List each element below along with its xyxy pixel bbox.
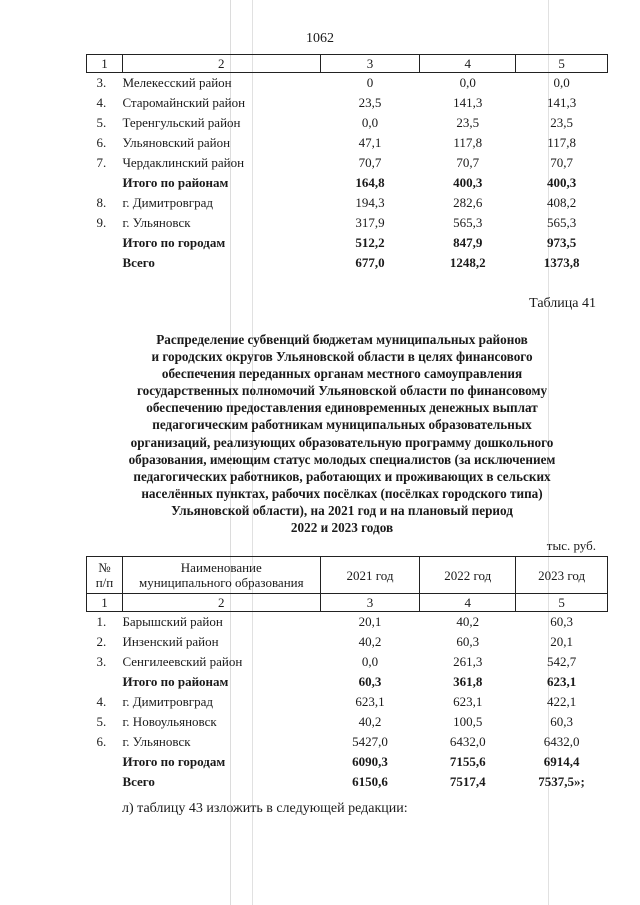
- row-number: [87, 233, 123, 253]
- unit-label: тыс. руб.: [546, 538, 596, 553]
- row-number: 5.: [96, 714, 107, 729]
- row-value: 0,0: [553, 75, 570, 90]
- row-value: 847,9: [453, 235, 483, 250]
- row-value: 623,1: [453, 694, 483, 709]
- header-cell: 2: [122, 55, 320, 73]
- row-value: 7517,4: [449, 774, 486, 789]
- row-value: 0,0: [459, 75, 476, 90]
- row-name: Итого по районам: [122, 674, 229, 689]
- table-row: [87, 652, 608, 672]
- row-name: г. Ульяновск: [122, 734, 191, 749]
- row-name: г. Димитровград: [122, 195, 214, 210]
- title-line: педагогическим работникам муниципальных образовательных: [152, 417, 532, 433]
- table-row: [87, 193, 608, 213]
- row-value: 47,1: [358, 135, 382, 150]
- row-name: Всего: [122, 255, 155, 270]
- row-value: 100,5: [453, 714, 483, 729]
- header-cell: 4: [420, 55, 516, 73]
- header-cell: 3: [320, 594, 420, 612]
- row-value: 6432,0: [449, 734, 486, 749]
- row-value: 20,1: [550, 634, 573, 649]
- row-number: 9.: [96, 215, 107, 230]
- row-name: Итого по городам: [122, 754, 226, 769]
- table-index-row: [87, 55, 608, 73]
- row-value: 164,8: [355, 175, 385, 190]
- row-value: 361,8: [453, 674, 483, 689]
- row-number: 8.: [96, 195, 107, 210]
- row-value: 60,3: [358, 674, 382, 689]
- header-cell: 5: [516, 55, 608, 73]
- row-number: 7.: [96, 155, 107, 170]
- row-name: Чердаклинский район: [122, 155, 245, 170]
- table-row: [87, 253, 608, 273]
- row-value: 512,2: [355, 235, 385, 250]
- row-value: 0: [366, 75, 374, 90]
- row-number: 6.: [96, 135, 107, 150]
- table-row: [87, 612, 608, 633]
- row-number: 3.: [96, 75, 107, 90]
- row-value: 282,6: [453, 195, 483, 210]
- table-row: [87, 93, 608, 113]
- table-body: [87, 557, 608, 793]
- row-value: 141,3: [453, 95, 483, 110]
- row-number: [87, 672, 123, 692]
- row-value: 6914,4: [543, 754, 580, 769]
- title-line: обеспечения переданных органам местного самоуправления: [161, 366, 523, 382]
- header-cell: 2: [122, 594, 320, 612]
- table-row: [87, 153, 608, 173]
- row-number: [87, 253, 123, 273]
- subsidy-table-bottom: [86, 556, 608, 792]
- row-name: Итого по районам: [122, 175, 229, 190]
- header-cell: 4: [420, 594, 516, 612]
- header-cell: 1: [87, 55, 123, 73]
- title-line: и городских округов Ульяновской области в целях финансового: [151, 349, 533, 365]
- row-name: Барышский район: [122, 614, 223, 629]
- row-value: 194,3: [355, 195, 385, 210]
- title-line: Ульяновской области), на 2021 год и на плановый период: [171, 502, 513, 518]
- row-value: 0,0: [361, 115, 379, 130]
- row-value: 40,2: [456, 614, 480, 629]
- row-name: Старомайнский район: [122, 95, 246, 110]
- row-name: Ульяновский район: [122, 135, 231, 150]
- title-line: организаций, реализующих образовательную программу дошкольного: [130, 434, 554, 450]
- row-value: 141,3: [546, 95, 577, 110]
- table-row: [87, 133, 608, 153]
- row-name: г. Новоульяновск: [122, 714, 217, 729]
- row-value: 408,2: [546, 195, 577, 210]
- title-line: 2022 и 2023 годов: [290, 520, 394, 536]
- row-value: 60,3: [456, 634, 480, 649]
- row-value: 23,5: [550, 115, 573, 130]
- title-line: обеспечению предоставления единовременных денежных выплат: [146, 400, 538, 416]
- row-number: [87, 173, 123, 193]
- title-line: педагогических работников, работающих и проживающих в сельских: [133, 468, 551, 484]
- row-value: 973,5: [546, 235, 577, 250]
- row-name: Теренгульский район: [122, 115, 241, 130]
- row-name: г. Ульяновск: [122, 215, 191, 230]
- table-row: [87, 632, 608, 652]
- row-value: 0,0: [361, 654, 379, 669]
- row-value: 542,7: [546, 654, 577, 669]
- row-value: 1373,8: [543, 255, 580, 270]
- row-value: 400,3: [546, 175, 577, 190]
- table-row: [87, 233, 608, 253]
- row-value: 565,3: [546, 215, 577, 230]
- table-row: [87, 173, 608, 193]
- row-value: 7537,5»;: [538, 774, 585, 789]
- row-number: 3.: [96, 654, 107, 669]
- row-value: 40,2: [358, 634, 382, 649]
- table-label: Таблица 41: [529, 296, 596, 311]
- row-value: 60,3: [550, 614, 573, 629]
- row-value: 6432,0: [543, 734, 580, 749]
- row-number: 2.: [96, 634, 107, 649]
- row-number: 4.: [96, 694, 107, 709]
- row-name: Сенгилеевский район: [122, 654, 243, 669]
- row-value: 317,9: [355, 215, 385, 230]
- amendment-text: л) таблицу 43 изложить в следующей редакции:: [122, 801, 408, 816]
- row-name: Всего: [122, 774, 155, 789]
- header-cell: 1: [87, 594, 123, 612]
- header-name: Наименование муниципального образования: [122, 557, 320, 594]
- row-value: 422,1: [546, 694, 577, 709]
- row-number: [87, 752, 123, 772]
- row-value: 677,0: [355, 255, 385, 270]
- row-value: 7155,6: [449, 754, 486, 769]
- header-year-2021: 2021 год: [320, 557, 420, 594]
- row-value: 23,5: [358, 95, 382, 110]
- table-row: [87, 772, 608, 792]
- header-year-2023: 2023 год: [516, 557, 608, 594]
- row-value: 60,3: [550, 714, 573, 729]
- row-number: 4.: [96, 95, 107, 110]
- row-number: 1.: [96, 614, 107, 629]
- row-value: 70,7: [550, 155, 573, 170]
- row-value: 261,3: [453, 654, 483, 669]
- title-line: населённых пунктах, рабочих посёлках (посёлках городского типа): [141, 485, 543, 501]
- header-cell: 3: [320, 55, 420, 73]
- row-name: г. Димитровград: [122, 694, 214, 709]
- row-number: [87, 772, 123, 792]
- row-value: 6150,6: [352, 774, 388, 789]
- row-value: 70,7: [456, 155, 480, 170]
- table-body: [87, 55, 608, 274]
- row-name: Мелекесский район: [122, 75, 232, 90]
- header-cell: 5: [516, 594, 608, 612]
- table-row: [87, 732, 608, 752]
- row-value: 117,8: [547, 135, 576, 150]
- row-number: 5.: [96, 115, 107, 130]
- row-name: Итого по городам: [122, 235, 226, 250]
- row-value: 6090,3: [352, 754, 388, 769]
- page-number: 1062: [306, 31, 334, 46]
- row-value: 40,2: [358, 714, 382, 729]
- row-name: Инзенский район: [122, 634, 219, 649]
- row-value: 5427,0: [352, 734, 388, 749]
- table-row: [87, 113, 608, 133]
- table-row: [87, 672, 608, 692]
- title-line: Распределение субвенций бюджетам муниципальных районов: [156, 332, 528, 347]
- row-value: 70,7: [358, 155, 382, 170]
- row-value: 623,1: [546, 674, 577, 689]
- document-title: [112, 331, 572, 536]
- row-value: 117,8: [453, 135, 483, 150]
- header-year-2022: 2022 год: [420, 557, 516, 594]
- subsidy-table-top: [86, 54, 608, 273]
- table-row: [87, 692, 608, 712]
- table-row: [87, 712, 608, 732]
- table-header-row: [87, 557, 608, 594]
- header-number: № п/п: [87, 557, 123, 594]
- row-value: 565,3: [453, 215, 483, 230]
- row-value: 400,3: [453, 175, 483, 190]
- table-row: [87, 73, 608, 94]
- table-index-row: [87, 594, 608, 612]
- row-number: 6.: [96, 734, 107, 749]
- table-row: [87, 213, 608, 233]
- row-value: 623,1: [355, 694, 385, 709]
- table-row: [87, 752, 608, 772]
- row-value: 1248,2: [449, 255, 486, 270]
- row-value: 23,5: [456, 115, 480, 130]
- title-line: образования, имеющим статус молодых специалистов (за исключением: [128, 451, 556, 467]
- title-line: государственных полномочий Ульяновской области по финансовому: [136, 383, 548, 399]
- row-value: 20,1: [358, 614, 382, 629]
